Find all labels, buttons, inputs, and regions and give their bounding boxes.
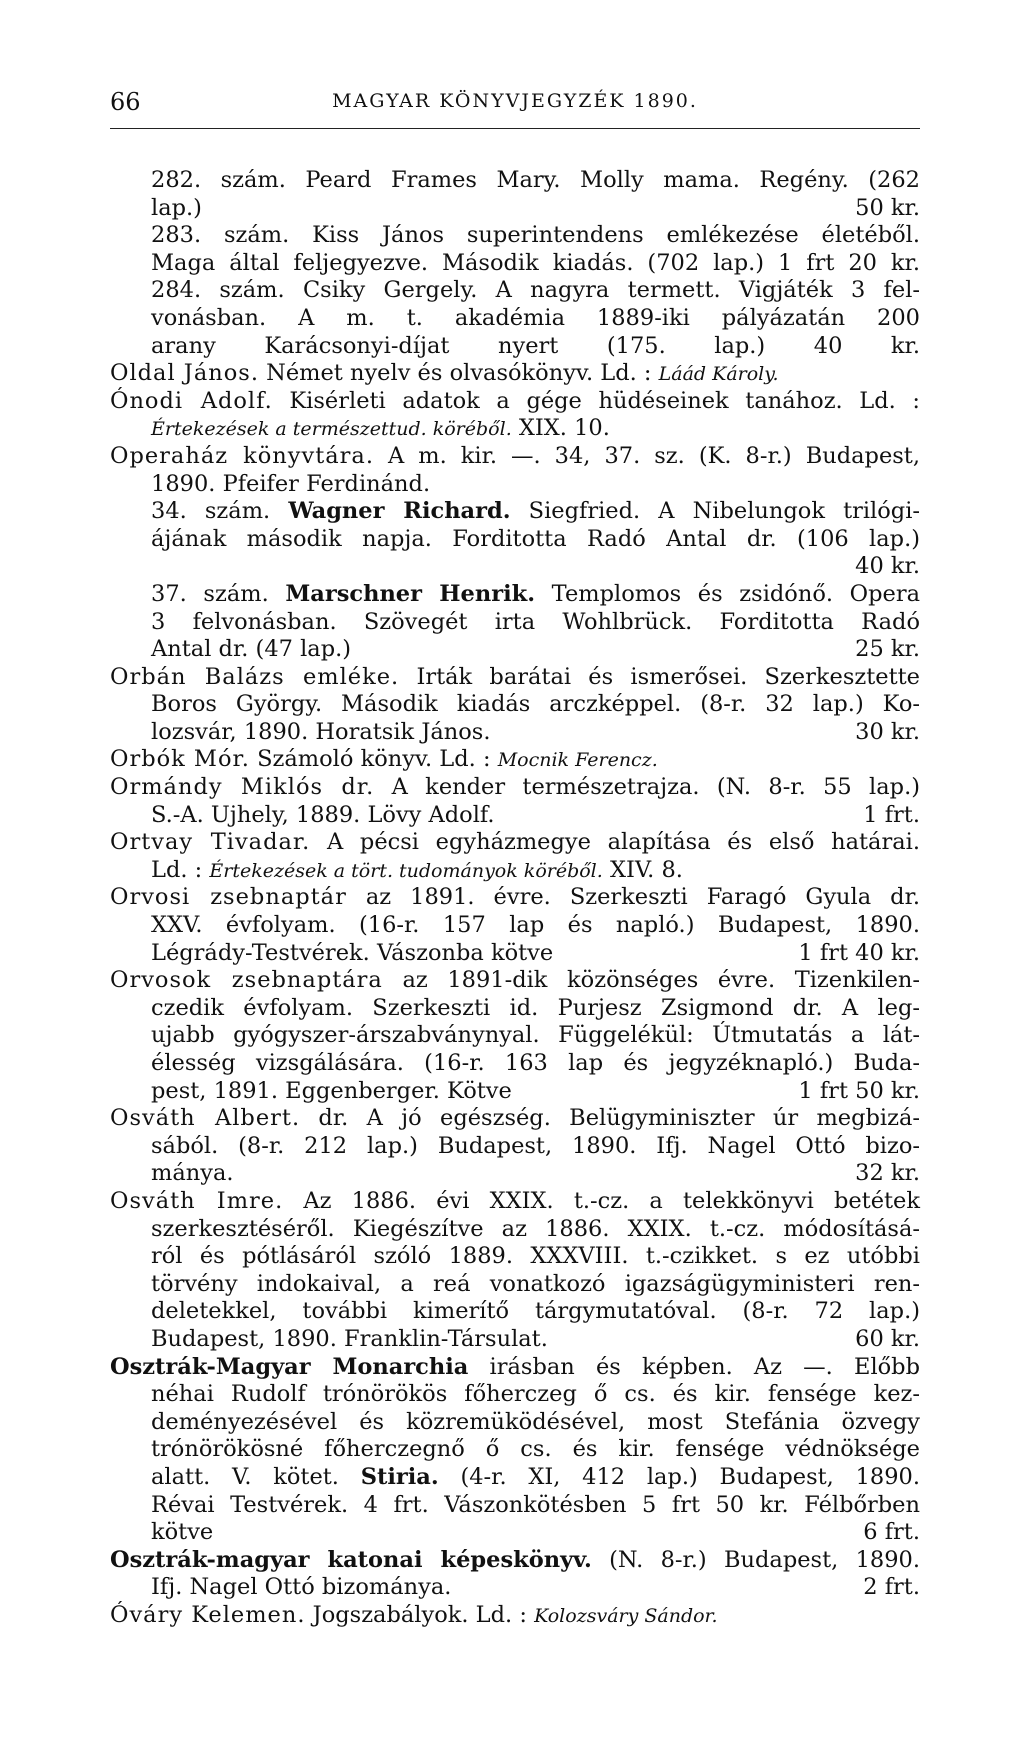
entry-line: Révai Testvérek. 4 frt. Vászonkötésben 5 frt 50 kr. Félbőrben: [151, 1491, 920, 1518]
entry-author: Operaház könyvtára.: [110, 442, 374, 469]
entry-line: Ld. : Értekezések a tört. tudományok köréből. XIV. 8.: [151, 856, 683, 883]
entry-line: sából. (8-r. 212 lap.) Budapest, 1890. Ifj. Nagel Ottó bizo-: [151, 1132, 920, 1159]
entry-author: Wagner Richard.: [288, 498, 511, 525]
entry-author: Orvosi zsebnaptár: [110, 884, 347, 911]
entry-line: S.-A. Ujhely, 1889. Lövy Adolf. 1 frt.: [151, 801, 920, 828]
entry-line: lap.) 50 kr.: [151, 194, 920, 221]
entry-line: Boros György. Második kiadás arczképpel. (8-r. 32 lap.) Ko-: [151, 691, 920, 718]
entry-line: mánya. 32 kr.: [151, 1160, 920, 1187]
entry-line: Osztrák-magyar katonai képeskönyv. (N. 8-r.) Budapest, 1890.: [110, 1546, 920, 1573]
entry-line: Antal dr. (47 lap.) 25 kr.: [151, 636, 920, 663]
entry-author: Ormándy Miklós dr.: [110, 774, 375, 801]
running-title: MAGYAR KÖNYVJEGYZÉK 1890.: [332, 90, 698, 112]
entry-author: Osztrák-Magyar Monarchia: [110, 1353, 469, 1380]
entry-line: Ifj. Nagel Ottó bizománya. 2 frt.: [151, 1574, 920, 1601]
entry-line: Osváth Imre. Az 1886. évi XXIX. t.-cz. a telekkönyvi betétek: [110, 1187, 921, 1214]
entry-line: 34. szám. Wagner Richard. Siegfried. A Nibelungok trilógi-: [151, 498, 921, 525]
entry-line: szerkesztéséről. Kiegészítve az 1886. XXIX. t.-cz. módosításá-: [151, 1215, 920, 1242]
cross-reference: Kolozsváry Sándor.: [534, 1604, 718, 1627]
entry-line: 40 kr.: [855, 553, 920, 580]
entry-line: Ónodi Adolf. Kisérleti adatok a gége hüdéseinek tanához. Ld. :: [110, 387, 920, 414]
entry-line: Operaház könyvtára. A m. kir. —. 34, 37. sz. (K. 8-r.) Budapest,: [110, 442, 921, 469]
cross-reference: Láád Károly.: [658, 363, 779, 386]
entry-line: ujabb gyógyszer-árszabványnyal. Függelékül: Útmutatás a lát-: [151, 1022, 920, 1049]
page-number: 66: [110, 88, 141, 116]
entry-line: élesség vizsgálására. (16-r. 163 lap és jegyzéknapló.) Buda-: [151, 1050, 920, 1076]
entry-line: deletekkel, további kimerítő tárgymutatóval. (8-r. 72 lap.): [151, 1298, 920, 1325]
entry-line: Orvosok zsebnaptára az 1891-dik közönséges évre. Tizenkilen-: [110, 967, 920, 994]
entry-line: Oldal János. Német nyelv és olvasókönyv. Ld. : Láád Károly.: [110, 360, 779, 387]
entry-line: Orbók Mór. Számoló könyv. Ld. : Mocnik Ferencz.: [110, 746, 658, 773]
entry-author: Osváth Imre.: [110, 1187, 284, 1214]
entry-author: Orbán Balázs emléke.: [110, 663, 400, 690]
entry-author: Orvosok zsebnaptára: [110, 967, 383, 994]
entry-line: Orvosi zsebnaptár az 1891. évre. Szerkeszti Faragó Gyula dr.: [110, 884, 920, 911]
entry-line: ról és pótlásáról szóló 1889. XXXVIII. t.-czikket. s ez utóbbi: [151, 1243, 920, 1270]
entry-author: Osztrák-magyar katonai képeskönyv.: [110, 1546, 592, 1573]
entry-line: 37. szám. Marschner Henrik. Templomos és zsidónő. Opera: [151, 580, 921, 607]
entry-line: 283. szám. Kiss János superintendens emlékezése életéből.: [151, 222, 920, 249]
entry-line: 284. szám. Csiky Gergely. A nagyra termett. Vigjáték 3 fel-: [151, 277, 920, 304]
entry-line: alatt. V. kötet. Stiria. (4-r. XI, 412 lap.) Budapest, 1890.: [151, 1463, 920, 1490]
entry-line: vonásban. A m. t. akadémia 1889-iki pályázatán 200: [151, 304, 920, 331]
entry-line: Budapest, 1890. Franklin-Társulat. 60 kr.: [151, 1325, 920, 1352]
entry-line: Orbán Balázs emléke. Irták barátai és ismerősei. Szerkesztette: [110, 663, 920, 690]
entry-line: XXV. évfolyam. (16-r. 157 lap és napló.) Budapest, 1890.: [151, 912, 920, 939]
entry-line: néhai Rudolf trónörökös főherczeg ő cs. és kir. fensége kez-: [151, 1381, 920, 1408]
entry-line: arany Karácsonyi-díjat nyert (175. lap.) 40 kr.: [151, 332, 920, 359]
entry-author: Ortvay Tivadar.: [110, 829, 311, 856]
entry-line: 3 felvonásban. Szövegét irta Wohlbrück. Forditotta Radó: [151, 608, 920, 635]
entry-line: Osztrák-Magyar Monarchia irásban és képben. Az —. Előbb: [110, 1353, 920, 1380]
entry-line: törvény indokaival, a reá vonatkozó igazságügyministeri ren-: [151, 1270, 920, 1297]
entry-line: Légrády-Testvérek. Vászonba kötve 1 frt 40 kr.: [151, 939, 920, 966]
cross-reference: Értekezések a tört. tudományok köréből.: [209, 859, 603, 882]
entry-line: Ormándy Miklós dr. A kender természetrajza. (N. 8-r. 55 lap.): [110, 774, 920, 801]
entry-line: Értekezések a természettud. köréből. XIX. 10.: [151, 415, 610, 442]
entry-author: Ónodi Adolf.: [110, 387, 273, 414]
entry-line: 282. szám. Peard Frames Mary. Molly mama. Regény. (262: [151, 167, 920, 193]
entry-line: pest, 1891. Eggenberger. Kötve 1 frt 50 kr.: [151, 1077, 920, 1104]
page-header: [110, 80, 920, 120]
entry-line: Osváth Albert. dr. A jó egészség. Belügyminiszter úr megbizá-: [110, 1105, 920, 1132]
entry-line: czedik évfolyam. Szerkeszti id. Purjesz Zsigmond dr. A leg-: [151, 994, 920, 1021]
entry-line: trónörökösné főherczegnő ő cs. és kir. fensége védnöksége: [151, 1436, 920, 1463]
cross-reference: Értekezések a természettud. köréből.: [151, 418, 512, 441]
cross-reference: Mocnik Ferencz.: [497, 749, 658, 772]
header-rule: [110, 128, 920, 129]
entry-line: lozsvár, 1890. Horatsik János. 30 kr.: [151, 718, 920, 745]
entry-line: ájának második napja. Forditotta Radó Antal dr. (106 lap.): [151, 525, 920, 552]
entry-line: Óváry Kelemen. Jogszabályok. Ld. : Kolozsváry Sándor.: [110, 1601, 718, 1628]
entry-author: Oldal János.: [110, 360, 259, 387]
entry-author: Óváry Kelemen.: [110, 1601, 306, 1628]
entry-line: Maga által feljegyezve. Második kiadás. (702 lap.) 1 frt 20 kr.: [151, 249, 920, 276]
entry-author: Osváth Albert.: [110, 1105, 301, 1132]
entry-author: Marschner Henrik.: [285, 580, 536, 607]
entry-line: 1890. Pfeifer Ferdinánd.: [151, 470, 431, 497]
entry-line: kötve 6 frt.: [151, 1519, 920, 1546]
catalog-entries: [110, 167, 920, 1629]
entry-line: deményezésével és közremüködésével, most Stefánia özvegy: [151, 1408, 920, 1435]
entry-line: Ortvay Tivadar. A pécsi egyházmegye alapítása és első határai.: [110, 829, 920, 856]
entry-author: Orbók Mór.: [110, 746, 250, 773]
